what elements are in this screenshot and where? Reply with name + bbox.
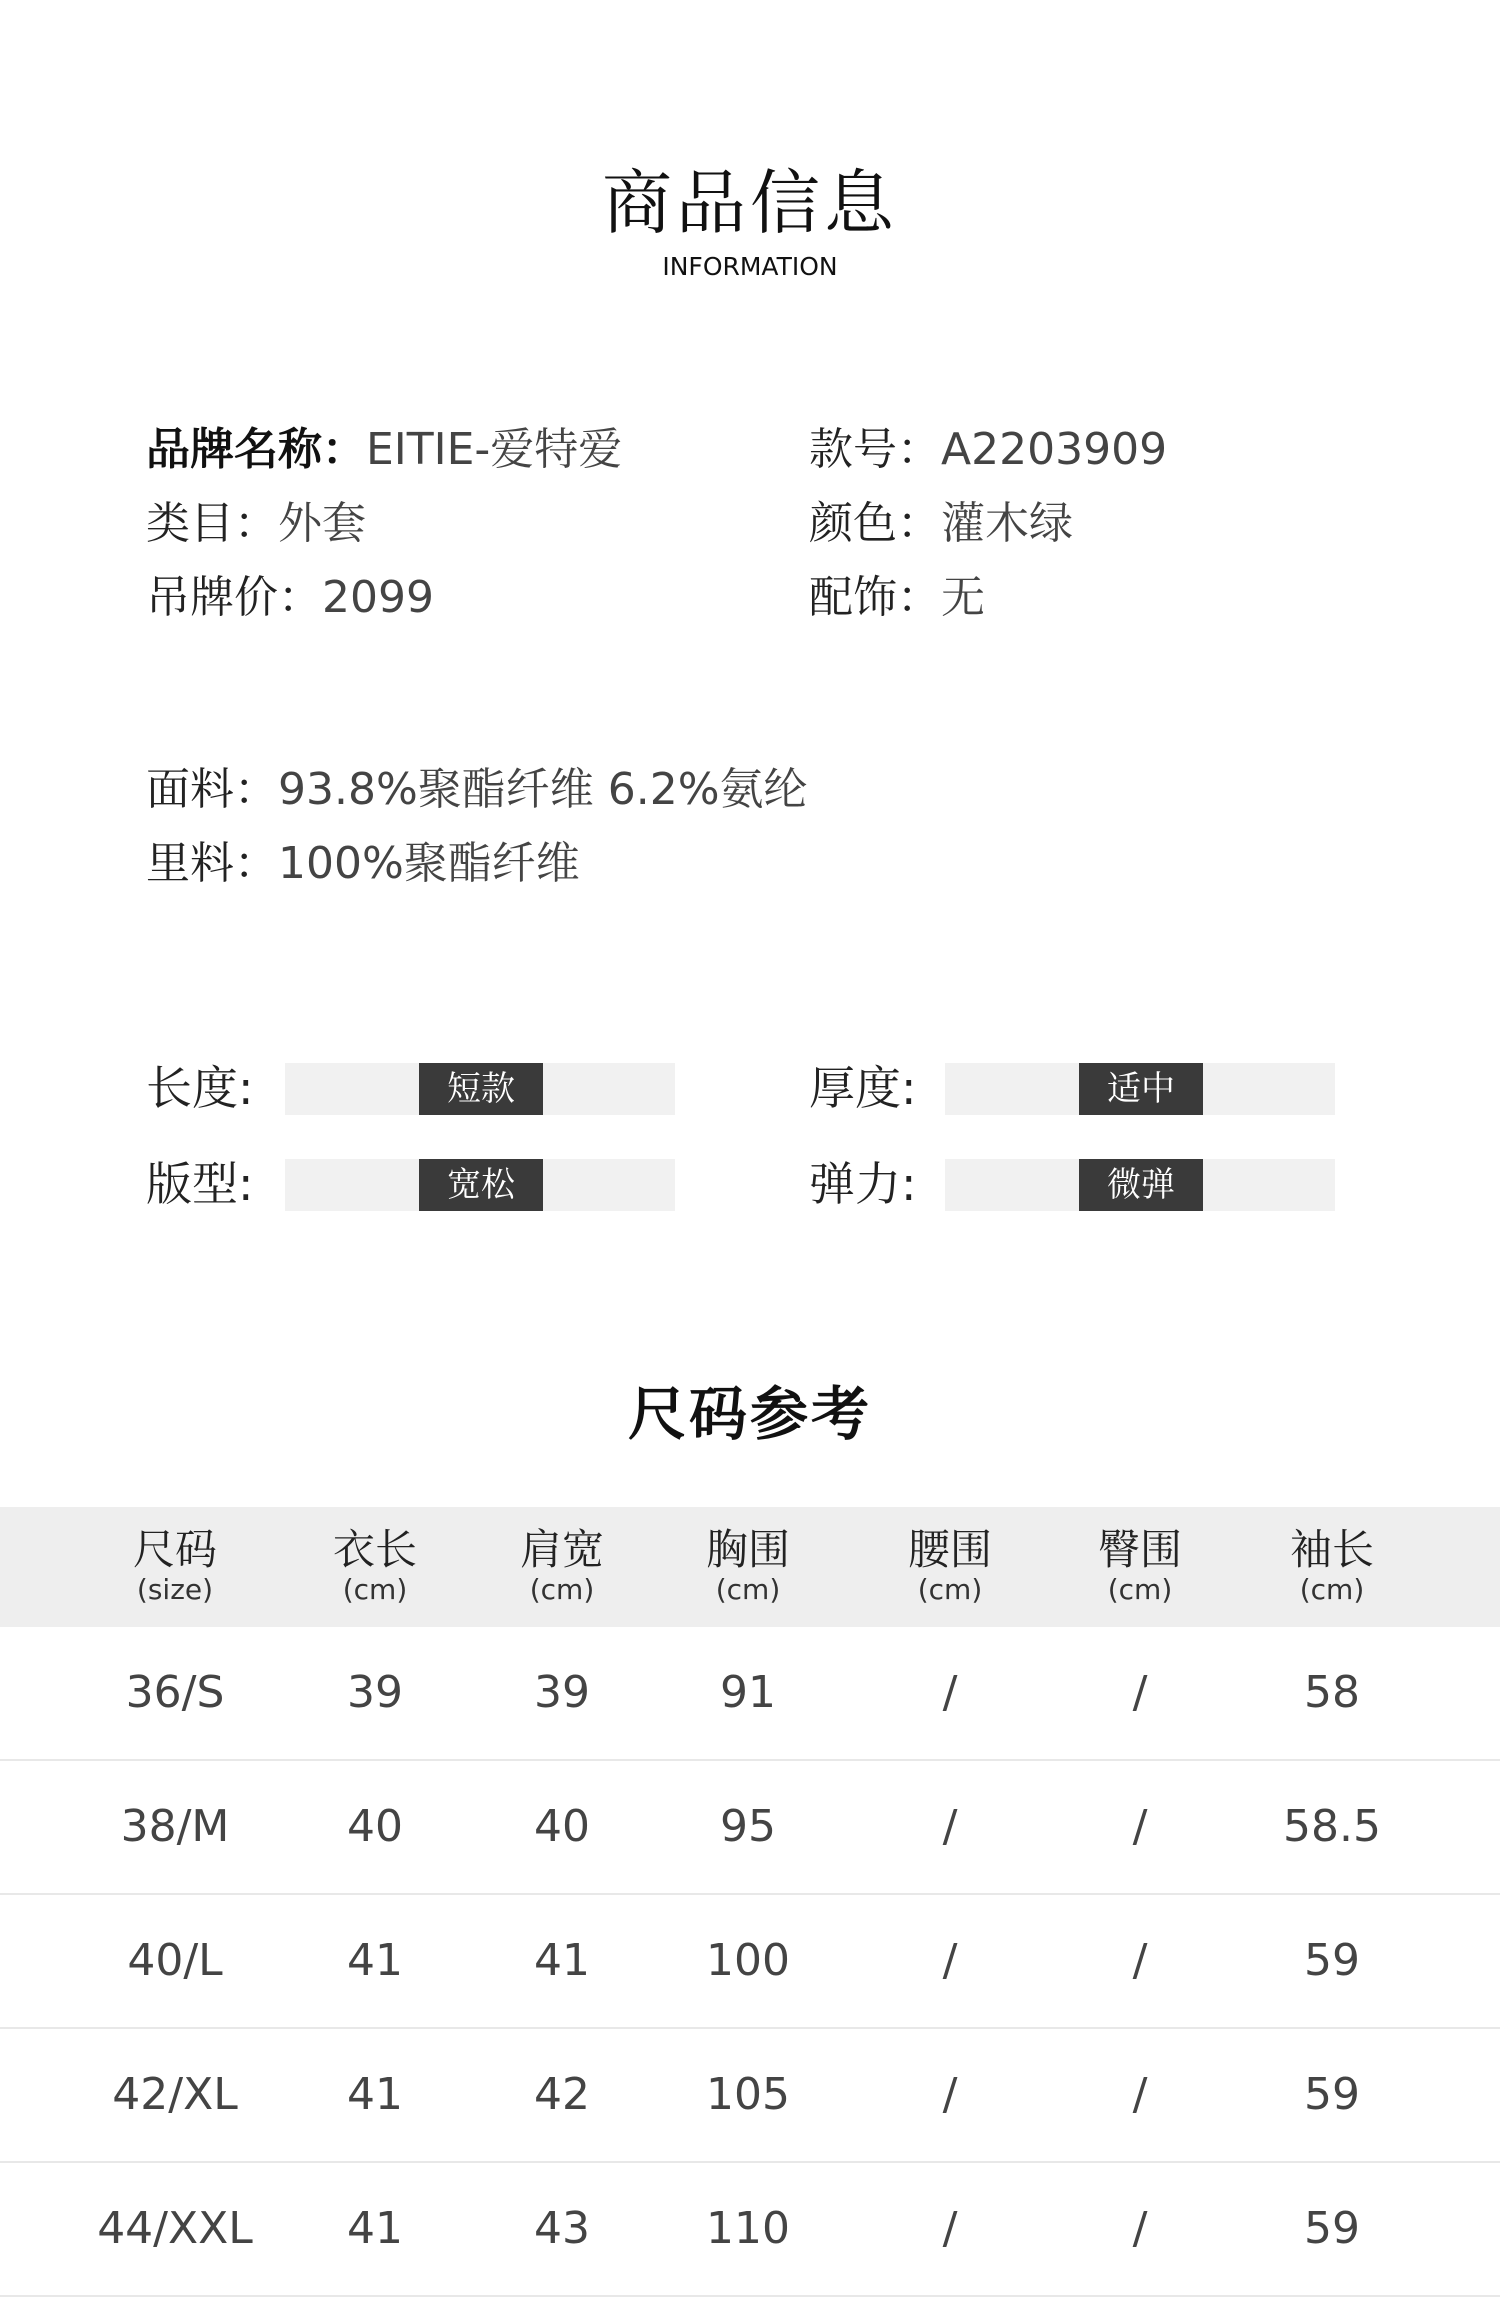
cell-chest: 105	[706, 2069, 790, 2120]
size-section-title: 尺码参考	[627, 1380, 872, 1448]
column-header-unit: (size)	[136, 1573, 214, 1606]
table-row	[0, 2029, 1500, 2163]
thickness-label: 厚度:	[809, 1061, 917, 1115]
cell-length: 41	[347, 2203, 403, 2254]
page-title: 商品信息	[602, 162, 898, 244]
cell-waist: /	[942, 1935, 958, 1986]
page-subtitle: INFORMATION	[662, 252, 838, 281]
tag-price-row	[146, 570, 434, 626]
cell-chest: 100	[706, 1935, 790, 1986]
fit-bar	[285, 1159, 675, 1211]
cell-chest: 110	[706, 2203, 790, 2254]
cell-hip: /	[1132, 1935, 1148, 1986]
cell-shoulder: 40	[534, 1801, 590, 1852]
table-row	[0, 1895, 1500, 2029]
cell-size: 44/XXL	[97, 2203, 253, 2254]
column-header-unit: (cm)	[529, 1573, 595, 1606]
cell-waist: /	[942, 1667, 958, 1718]
cell-shoulder: 41	[534, 1935, 590, 1986]
fabric-row	[146, 762, 808, 818]
cell-shoulder: 43	[534, 2203, 590, 2254]
cell-waist: /	[942, 2069, 958, 2120]
cell-hip: /	[1132, 1801, 1148, 1852]
column-header-unit: (cm)	[1299, 1573, 1365, 1606]
color-value: 灌木绿	[941, 498, 1073, 549]
lining-value: 100%聚酯纤维	[278, 838, 580, 889]
accessory-value: 无	[941, 572, 985, 623]
fabric-value: 93.8%聚酯纤维 6.2%氨纶	[278, 764, 808, 815]
length-bar	[285, 1063, 675, 1115]
cell-sleeve: 59	[1304, 1935, 1360, 1986]
cell-size: 36/S	[125, 1667, 225, 1718]
brand-row	[146, 422, 622, 478]
tag-price-label: 吊牌价：	[146, 572, 322, 623]
table-row	[0, 1761, 1500, 1895]
cell-size: 38/M	[120, 1801, 230, 1852]
accessory-label: 配饰：	[809, 572, 941, 623]
elasticity-value-chip: 微弹	[1079, 1159, 1203, 1211]
column-header-label: 腰围	[907, 1525, 992, 1574]
thickness-value-chip: 适中	[1079, 1063, 1203, 1115]
length-label: 长度:	[146, 1061, 254, 1115]
cell-chest: 95	[720, 1801, 776, 1852]
category-value: 外套	[278, 498, 366, 549]
column-header-waist	[850, 1507, 1050, 1605]
cell-length: 40	[347, 1801, 403, 1852]
cell-sleeve: 58	[1304, 1667, 1360, 1718]
color-label: 颜色：	[809, 498, 941, 549]
size-table-header	[0, 1507, 1500, 1627]
column-header-label: 肩宽	[519, 1525, 604, 1574]
cell-sleeve: 59	[1304, 2069, 1360, 2120]
column-header-shoulder	[462, 1507, 662, 1605]
column-header-label: 衣长	[332, 1525, 417, 1574]
column-header-chest	[648, 1507, 848, 1605]
tag-price-value: 2099	[322, 572, 434, 623]
cell-length: 41	[347, 2069, 403, 2120]
fabric-label: 面料：	[146, 764, 278, 815]
cell-length: 41	[347, 1935, 403, 1986]
column-header-label: 臀围	[1097, 1525, 1182, 1574]
cell-shoulder: 39	[534, 1667, 590, 1718]
style-no-row	[809, 422, 1167, 478]
cell-sleeve: 58.5	[1283, 1801, 1381, 1852]
cell-sleeve: 59	[1304, 2203, 1360, 2254]
lining-label: 里料：	[146, 838, 278, 889]
elasticity-label: 弹力:	[809, 1157, 917, 1211]
column-header-unit: (cm)	[1107, 1573, 1173, 1606]
lining-row	[146, 836, 580, 892]
column-header-sleeve	[1232, 1507, 1432, 1605]
column-header-length	[275, 1507, 475, 1605]
column-header-label: 胸围	[705, 1525, 790, 1574]
fit-value-chip: 宽松	[419, 1159, 543, 1211]
category-row	[146, 496, 366, 552]
brand-label: 品牌名称：	[146, 424, 366, 475]
column-header-hip	[1040, 1507, 1240, 1605]
brand-value: EITIE-爱特爱	[366, 424, 623, 475]
column-header-unit: (cm)	[715, 1573, 781, 1606]
column-header-unit: (cm)	[342, 1573, 408, 1606]
length-value-chip: 短款	[419, 1063, 543, 1115]
cell-hip: /	[1132, 2203, 1148, 2254]
column-header-size	[75, 1507, 275, 1605]
cell-hip: /	[1132, 2069, 1148, 2120]
cell-hip: /	[1132, 1667, 1148, 1718]
cell-size: 40/L	[127, 1935, 223, 1986]
column-header-unit: (cm)	[917, 1573, 983, 1606]
column-header-label: 尺码	[132, 1525, 217, 1574]
cell-chest: 91	[720, 1667, 776, 1718]
color-row	[809, 496, 1073, 552]
category-label: 类目：	[146, 498, 278, 549]
column-header-label: 袖长	[1289, 1525, 1374, 1574]
cell-waist: /	[942, 1801, 958, 1852]
table-row	[0, 2163, 1500, 2297]
table-row	[0, 1627, 1500, 1761]
fit-label: 版型:	[146, 1157, 254, 1211]
cell-shoulder: 42	[534, 2069, 590, 2120]
style-no-label: 款号：	[809, 424, 941, 475]
cell-waist: /	[942, 2203, 958, 2254]
thickness-bar	[945, 1063, 1335, 1115]
accessory-row	[809, 570, 985, 626]
cell-length: 39	[347, 1667, 403, 1718]
elasticity-bar	[945, 1159, 1335, 1211]
cell-size: 42/XL	[112, 2069, 238, 2120]
style-no-value: A2203909	[941, 424, 1168, 475]
